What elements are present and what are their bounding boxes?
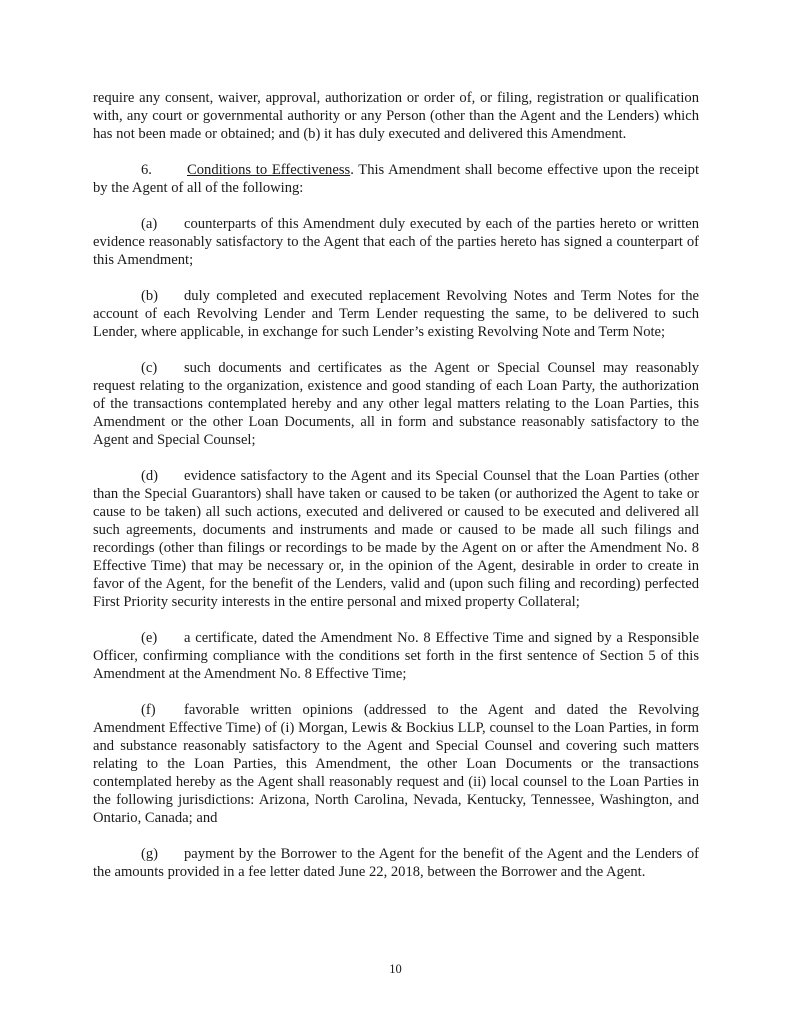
clause-a: [93, 215, 699, 269]
clause-d: [93, 467, 699, 611]
clause-text: favorable written opinions (addressed to the Agent and dated the Revolving Amendment Effective Time) of (i) Morgan, Lewis & Bockius LLP, counsel to the Loan Parties, in form and substance reasonably satisfactory to the Agent and Special Counsel and covering such matters relating to the Loan Parties, this Amendment, the other Loan Documents or the transactions contemplated hereby as the Agent shall reasonably request and (ii) local counsel to the Loan Parties in the following jurisdictions: Arizona, North Carolina, Nevada, Kentucky, Tennessee, Washington, and Ontario, Canada; and: [93, 702, 699, 826]
section-number: 6.: [141, 162, 152, 178]
clause-e: [93, 629, 699, 683]
clause-label: (a): [141, 216, 158, 232]
clause-text: evidence satisfactory to the Agent and its Special Counsel that the Loan Parties (other than the Special Guarantors) shall have taken or caused to be taken (or authorized the Agent to take or cause to be taken) all such actions, executed and delivered or caused to be executed and delivered all such agreements, documents and instruments and made or caused to be made all such filings and recordings (other than filings or recordings to be made by the Agent on or after the Amendment No. 8 Effective Time) that may be necessary or, in the opinion of the Agent, desirable in order to create in favor of the Agent, for the benefit of the Lenders, valid and (upon such filing and recording) perfected First Priority security interests in the entire personal and mixed property Collateral;: [93, 468, 699, 610]
clause-g: [93, 845, 699, 881]
clause-text: payment by the Borrower to the Agent for the benefit of the Agent and the Lenders of the amounts provided in a fee letter dated June 22, 2018, between the Borrower and the Agent.: [93, 846, 699, 880]
section-6-paragraph: [93, 161, 699, 197]
clause-text: counterparts of this Amendment duly executed by each of the parties hereto or written evidence reasonably satisfactory to the Agent that each of the parties hereto has signed a counterpart of this Amendment;: [93, 216, 699, 268]
clause-label: (g): [141, 846, 159, 862]
clause-text: such documents and certificates as the Agent or Special Counsel may reasonably request relating to the organization, existence and good standing of each Loan Party, the authorization of the transactions contemplated hereby and any other legal matters relating to the Loan Parties, this Amendment or the other Loan Documents, all in form and substance reasonably satisfactory to the Agent and Special Counsel;: [93, 360, 699, 448]
clause-text: duly completed and executed replacement Revolving Notes and Term Notes for the account of each Revolving Lender and Term Lender requesting the same, to be delivered to such Lender, where applicable, in exchange for such Lender’s existing Revolving Note and Term Note;: [93, 288, 699, 340]
clause-text: a certificate, dated the Amendment No. 8 Effective Time and signed by a Responsible Officer, confirming compliance with the conditions set forth in the first sentence of Section 5 of this Amendment at the Amendment No. 8 Effective Time;: [93, 630, 699, 682]
section-intro: . This Amendment shall become effective upon the receipt by the Agent of all of the following:: [93, 162, 699, 196]
clause-label: (e): [141, 630, 158, 646]
document-page: [93, 89, 699, 899]
clause-label: (d): [141, 468, 159, 484]
page-number: 10: [389, 962, 402, 976]
section-heading: Conditions to Effectiveness: [187, 162, 351, 178]
clause-b: [93, 287, 699, 341]
clause-label: (c): [141, 360, 158, 376]
continuation-paragraph: require any consent, waiver, approval, authorization or order of, or filing, registration or qualification with, any court or governmental authority or any Person (other than the Agent and the Lenders) which has not been made or obtained; and (b) it has duly executed and delivered this Amendment.: [93, 90, 699, 142]
clause-c: [93, 359, 699, 449]
clause-label: (b): [141, 288, 159, 304]
clause-f: [93, 701, 699, 827]
clause-label: (f): [141, 702, 156, 718]
